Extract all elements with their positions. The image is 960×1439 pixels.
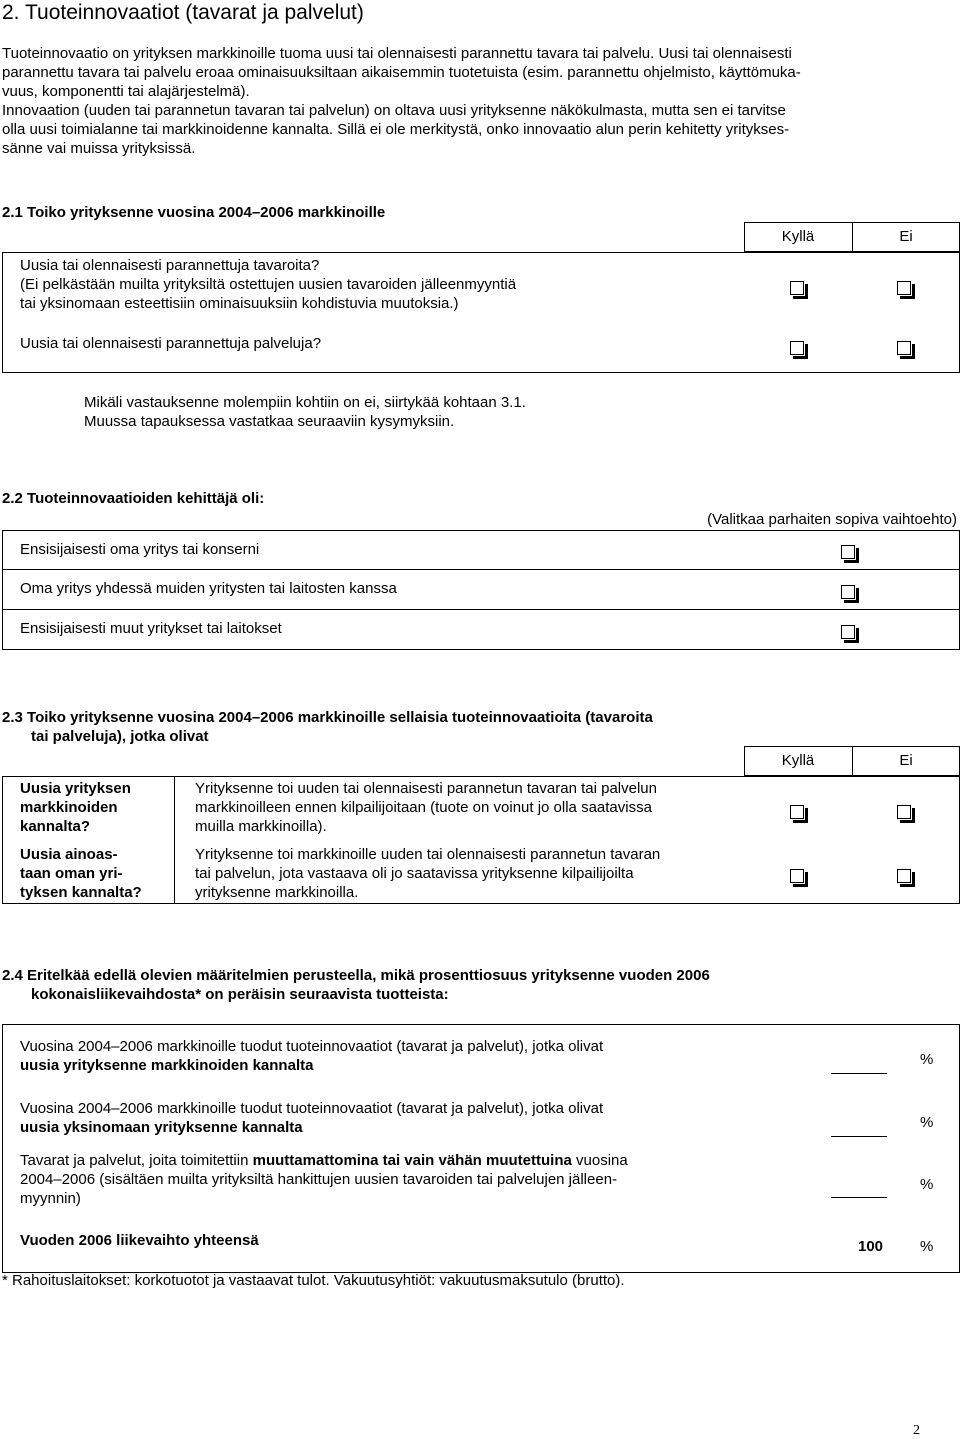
desc-line: Yrityksenne toi uuden tai olennaisesti parannetun tavaran tai palvelun [195,780,657,797]
firm-no-checkbox[interactable] [897,869,911,883]
services-no-checkbox[interactable] [897,341,911,355]
label-line: markkinoiden [20,799,118,816]
desc-line: muilla markkinoilla). [195,818,327,835]
divider [2,609,960,610]
q22-option-others: Ensisijaisesti muut yritykset tai laitokset [20,620,282,637]
percent-sign: % [920,1176,934,1193]
row-text [20,1151,628,1170]
q21-note [84,393,526,431]
q22-option-own: Ensisijaisesti oma yritys tai konserni [20,541,260,558]
heading-line: kokonaisliikevaihdosta* on peräisin seuraavista tuotteista: [31,986,449,1003]
yes-header: Kyllä [781,752,815,769]
note-line: Mikäli vastauksenne molempiin kohtiin on ei, siirtykää kohtaan 3.1. [84,394,526,411]
intro-line: sänne vai muissa yrityksissä. [2,140,196,157]
total-value: 100 [858,1238,884,1255]
q21-heading: 2.1 Toiko yrityksenne vuosina 2004–2006 markkinoille [2,204,386,221]
no-header: Ei [899,752,913,769]
divider [174,776,175,904]
firm-percent-input[interactable] [831,1136,887,1137]
intro-text [2,44,957,158]
market-no-checkbox[interactable] [897,805,911,819]
yes-header: Kyllä [781,228,815,245]
footnote: * Rahoituslaitokset: korkotuotot ja vastaavat tulot. Vakuutusyhtiöt: vakuutusmaksutulo (brutto). [2,1272,625,1289]
own-checkbox[interactable] [841,545,855,559]
q23-heading [2,708,653,746]
page-title: 2. Tuoteinnovaatiot (tavarat ja palvelut) [2,1,364,24]
heading-line: tai palveluja), jotka olivat [31,728,209,745]
text-span-bold: muuttamattomina tai vain vähän muutettuina [252,1152,572,1169]
row-text: Uusia tai olennaisesti parannettuja tavaroita? [20,257,320,274]
note-line: Muussa tapauksessa vastatkaa seuraaviin kysymyksiin. [84,413,455,430]
percent-sign: % [920,1238,934,1255]
q22-option-together: Oma yritys yhdessä muiden yritysten tai laitosten kanssa [20,580,397,597]
intro-line: vuus, komponentti tai alajärjestelmä). [2,83,250,100]
q23-desc-firm [195,845,660,902]
q22-hint: (Valitkaa parhaiten sopiva vaihtoehto) [707,511,957,528]
row-text: tai yksinomaan esteettisiin ominaisuuksiin kohdistuvia muutoksia.) [20,295,459,312]
together-checkbox[interactable] [841,585,855,599]
label-line: tyksen kannalta? [20,884,142,901]
row-text: uusia yrityksenne markkinoiden kannalta [20,1057,314,1074]
label-line: Uusia ainoas- [20,846,118,863]
label-line: taan oman yri- [20,865,123,882]
percent-sign: % [920,1114,934,1131]
market-percent-input[interactable] [831,1073,887,1074]
q21-row-goods [20,256,516,313]
firm-yes-checkbox[interactable] [790,869,804,883]
text-span: Tavarat ja palvelut, joita toimitettiin [20,1152,253,1169]
q24-row-firm [20,1099,603,1137]
intro-line: Tuoteinnovaatio on yrityksen markkinoille tuoma uusi tai olennaisesti parannettu tavara tai palvelu. Uusi tai olennaisesti [2,45,792,62]
desc-line: markkinoilleen ennen kilpailijoitaan (tuote on voinut jo olla saatavissa [195,799,652,816]
services-yes-checkbox[interactable] [790,341,804,355]
divider [2,569,960,570]
row-text: 2004–2006 (sisältäen muilta yrityksiltä hankittujen uusien tavaroiden tai palvelujen jälleen- [20,1171,618,1188]
q23-desc-market [195,779,657,836]
q24-heading [2,966,710,1004]
heading-line: 2.4 Eritelkää edellä olevien määritelmien perusteella, mikä prosenttiosuus yrityksenne vuoden 2006 [2,967,710,984]
goods-yes-checkbox[interactable] [790,281,804,295]
q24-row-unchanged [20,1151,628,1208]
row-text: uusia yksinomaan yrityksenne kannalta [20,1119,303,1136]
desc-line: Yrityksenne toi markkinoille uuden tai olennaisesti parannetun tavaran [195,846,661,863]
intro-line: Innovaation (uuden tai parannetun tavaran tai palvelun) on oltava uusi yrityksenne näkökulmasta, mutta sen ei tarvitse [2,102,786,119]
label-line: Uusia yrityksen [20,780,131,797]
q24-total-label: Vuoden 2006 liikevaihto yhteensä [20,1232,259,1249]
q22-heading: 2.2 Tuoteinnovaatioiden kehittäjä oli: [2,490,265,507]
unchanged-percent-input[interactable] [831,1197,887,1198]
q21-row-services: Uusia tai olennaisesti parannettuja palveluja? [20,335,322,352]
q23-label-firm [20,845,142,902]
market-yes-checkbox[interactable] [790,805,804,819]
row-text: myynnin) [20,1190,81,1207]
row-text: Vuosina 2004–2006 markkinoille tuodut tuoteinnovaatiot (tavarat ja palvelut), jotka olivat [20,1038,604,1055]
row-text: (Ei pelkästään muilta yrityksiltä ostettujen uusien tavaroiden jälleenmyyntiä [20,276,517,293]
heading-line: 2.3 Toiko yrityksenne vuosina 2004–2006 markkinoille sellaisia tuoteinnovaatioita (tavaroita [2,709,653,726]
desc-line: yrityksenne markkinoilla. [195,884,359,901]
goods-no-checkbox[interactable] [897,281,911,295]
text-span: vuosina [571,1152,628,1169]
intro-line: olla uusi toimialanne tai markkinoidenne kannalta. Sillä ei ole merkitystä, onko innovaatio alun perin kehitetty yritykses- [2,121,790,138]
desc-line: tai palvelun, jota vastaava oli jo saatavissa yrityksenne kilpailijoilta [195,865,634,882]
intro-line: parannettu tavara tai palvelu eroaa ominaisuuksiltaan aikaisemmin tuotetuista (esim. parannettu ohjelmisto, käyttömuka- [2,64,801,81]
percent-sign: % [920,1051,934,1068]
others-checkbox[interactable] [841,625,855,639]
q24-row-market [20,1037,603,1075]
label-line: kannalta? [20,818,91,835]
row-text: Vuosina 2004–2006 markkinoille tuodut tuoteinnovaatiot (tavarat ja palvelut), jotka olivat [20,1100,604,1117]
q23-label-market [20,779,131,836]
page-number: 2 [913,1423,920,1438]
no-header: Ei [899,228,913,245]
